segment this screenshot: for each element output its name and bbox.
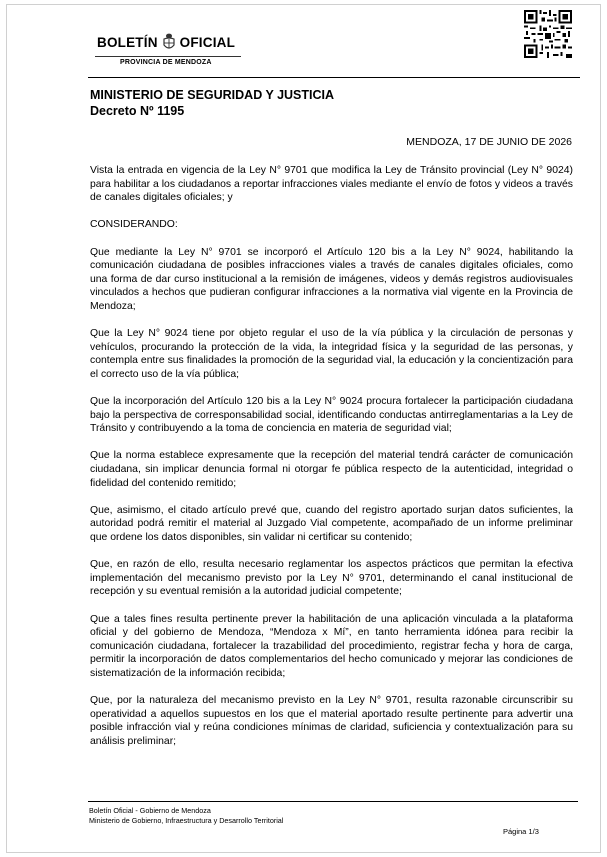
logo-subtitle: PROVINCIA DE MENDOZA	[120, 59, 212, 66]
boletin-oficial-logo	[97, 32, 236, 66]
paragraph-considerando-3: Que la incorporación del Artículo 120 bis a la Ley N° 9024 procura fortalecer la participación ciudadana bajo la perspectiva de corresponsabilidad social, identificando conductas antirreglamentarias a la Ley de Tránsito y contribuyendo a la toma de conciencia en materia de seguridad vial;	[90, 396, 573, 435]
coat-of-arms-icon	[162, 32, 176, 52]
decree-number: Decreto Nº 1195	[90, 104, 185, 118]
paragraph-considerando-4: Que la norma establece expresamente que la recepción del material tendrá carácter de comunicación ciudadana, sin implicar denuncia formal ni otorgar fe pública respecto de la autenticidad, integridad o fidelidad del contenido remitido;	[90, 450, 573, 489]
logo-title-left: BOLETÍN	[97, 34, 158, 50]
footer-ministry: Ministerio de Gobierno, Infraestructura y Desarrollo Territorial	[89, 816, 284, 825]
paragraph-visto: Vista la entrada en vigencia de la Ley N° 9701 que modifica la Ley de Tránsito provincial (Ley N° 9024) para habilitar a los ciudadanos a reportar infracciones viales mediante el envío de fotos y videos a través de canales digitales oficiales; y	[90, 165, 573, 204]
logo-rule	[95, 56, 241, 57]
decree-date: MENDOZA, 17 DE JUNIO DE 2026	[406, 136, 572, 148]
footer-divider	[88, 801, 578, 802]
page-number: Página 1/3	[503, 827, 539, 836]
heading-considerando: CONSIDERANDO:	[90, 219, 178, 231]
logo-title-right: OFICIAL	[179, 34, 236, 50]
ministry-title: MINISTERIO DE SEGURIDAD Y JUSTICIA	[90, 88, 335, 102]
paragraph-considerando-8: Que, por la naturaleza del mecanismo previsto en la Ley N° 9701, resulta razonable circunscribir su operatividad a aquellos supuestos en los que el material aportado resulte pertinente para advertir una posible infracción vial y reúna condiciones mínimas de claridad, suficiencia y contextualización para su análisis preliminar;	[90, 695, 573, 747]
paragraph-considerando-6: Que, en razón de ello, resulta necesario reglamentar los aspectos prácticos que permitan la efectiva implementación del mecanismo previsto por la Ley N° 9701, determinando el canal institucional de recepción y su eventual remisión a la autoridad judicial competente;	[90, 559, 573, 598]
paragraph-considerando-5: Que, asimismo, el citado artículo prevé que, cuando del registro aportado surjan datos suficientes, la autoridad podrá remitir el material al Juzgado Vial competente, acompañado de un informe preliminar que ordene los datos disponibles, sin validar ni certificar su contenido;	[90, 504, 573, 544]
paragraph-considerando-1: Que mediante la Ley N° 9701 se incorporó el Artículo 120 bis a la Ley N° 9024, habilitando la comunicación ciudadana de posibles infracciones viales a través de canales digitales oficiales, como una forma de dar curso institucional a la remisión de imágenes, videos y demás registros audiovisuales vinculados a hechos que pudieran configurar infracciones a la normativa vial vigente en la Provincia de Mendoza;	[90, 246, 573, 312]
header-divider	[88, 77, 580, 78]
paragraph-considerando-2: Que la Ley N° 9024 tiene por objeto regular el uso de la vía pública y la circulación de personas y vehículos, procurando la protección de la vida, la integridad física y la seguridad de las personas, y contempla entre sus finalidades la promoción de la seguridad vial, la educación y la concientización para el correcto uso de la vía pública;	[90, 328, 573, 380]
paragraph-considerando-7: Que a tales fines resulta pertinente prever la habilitación de una aplicación vinculada a la plataforma oficial y del gobierno de Mendoza, “Mendoza x Mí”, en tanto herramienta idónea para recibir la comunicación ciudadana, fortalecer la trazabilidad del procedimiento, registrar fecha y hora de carga, permitir la incorporación de datos complementarios del hecho comunicado y mejorar las condiciones de sistematización de la información recibida;	[90, 613, 573, 679]
decree-body	[90, 164, 573, 762]
footer-publisher: Boletín Oficial - Gobierno de Mendoza	[89, 806, 211, 815]
qr-code-icon[interactable]	[524, 10, 572, 58]
document-header	[0, 0, 607, 80]
